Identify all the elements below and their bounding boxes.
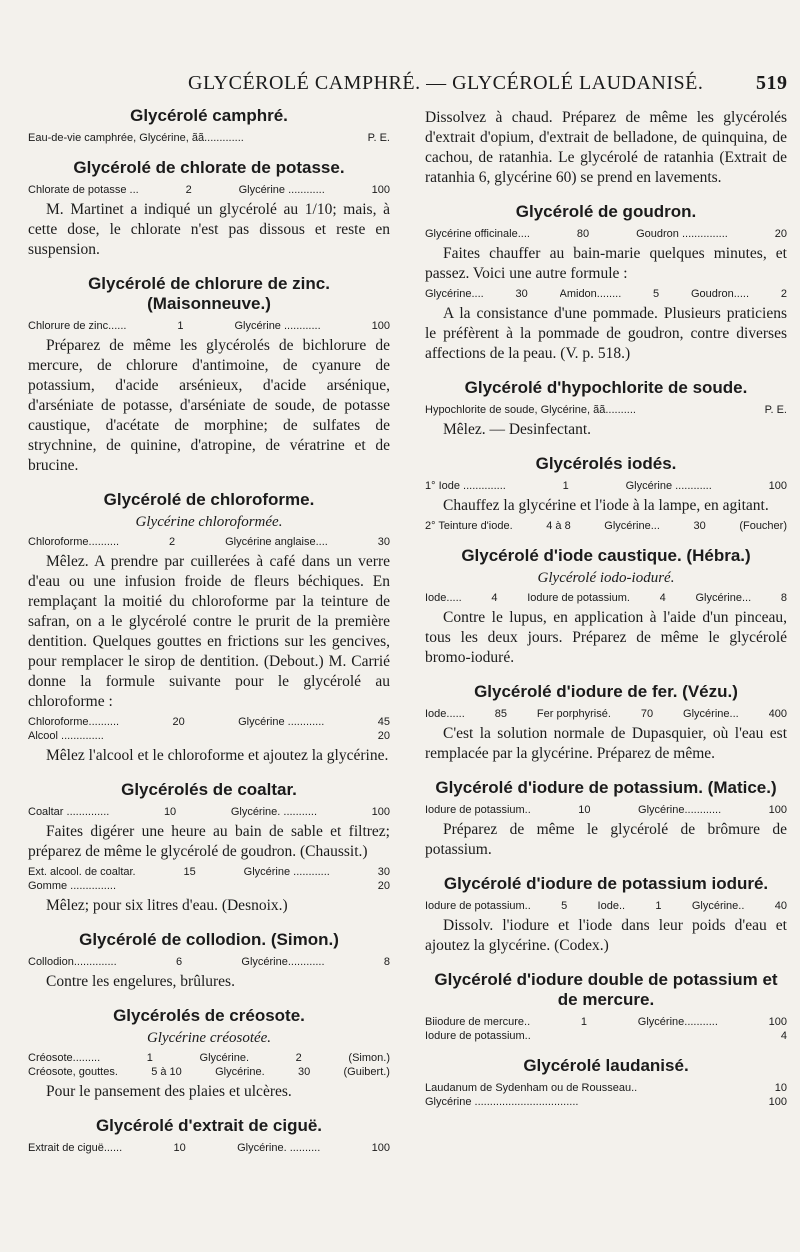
formula-cell: Glycérine............ bbox=[241, 956, 325, 968]
formula-line bbox=[425, 228, 787, 240]
formula-cell: 15 bbox=[183, 866, 196, 878]
section-heading: Glycérolé de chloroforme. bbox=[103, 490, 315, 509]
formula-cell: P. E. bbox=[367, 132, 390, 144]
formula-cell: Fer porphyrisé. bbox=[536, 708, 611, 720]
section-heading: Glycérolé camphré. bbox=[130, 106, 288, 125]
formula-cell: 30 bbox=[693, 520, 706, 532]
formula-cell: 100 bbox=[768, 1016, 787, 1028]
formula-cell: 8 bbox=[780, 592, 787, 604]
formula-cell: 10 bbox=[163, 806, 177, 818]
formula-cell: 5 bbox=[561, 900, 568, 912]
formula-cell: 1 bbox=[146, 1052, 153, 1064]
body-paragraph: Pour le pansement des plaies et ulcères. bbox=[46, 1083, 292, 1100]
formula-cell: Glycérine ............ bbox=[234, 320, 321, 332]
formula-cell: 10 bbox=[578, 804, 591, 816]
formula-cell: 4 bbox=[491, 592, 498, 604]
formula-line bbox=[28, 1052, 390, 1064]
formula-cell: Glycérine... bbox=[695, 592, 752, 604]
formula-line bbox=[425, 480, 787, 492]
section-subheading: Glycérolé iodo-ioduré. bbox=[537, 570, 675, 586]
body-paragraph: Dissolvez à chaud. Préparez de même les glycérolés d'extrait d'opium, d'extrait de belladone, de quinquina, de cachou, de ratanhia. Le glycérolé de ratanhia (Extrait de ratanhia 6, glycérine 60) se prend en lavements. bbox=[425, 109, 787, 186]
formula-line bbox=[28, 536, 390, 548]
formula-cell: Extrait de ciguë...... bbox=[28, 1142, 123, 1154]
formula-cell: 1 bbox=[580, 1016, 588, 1028]
section-heading: Glycérolé de goudron. bbox=[515, 202, 697, 221]
formula-cell: Glycérine. bbox=[199, 1052, 250, 1064]
formula-cell: Gomme ............... bbox=[28, 880, 117, 892]
formula-cell: Biiodure de mercure.. bbox=[425, 1016, 531, 1028]
formula-cell: 4 à 8 bbox=[546, 520, 571, 532]
section-heading: Glycérolé d'iodure de potassium. (Matice.) bbox=[435, 778, 777, 797]
formula-cell: Chlorate de potasse ... bbox=[28, 184, 139, 196]
formula-cell: 100 bbox=[371, 320, 390, 332]
formula-cell: Glycérine. ........... bbox=[230, 806, 318, 818]
body-paragraph: Contre le lupus, en application à l'aide d'un pinceau, tous les deux jours. Préparez de même le glycérolé bromo-ioduré. bbox=[425, 609, 787, 666]
section-heading: Glycérolé d'iodure double de potassium et de mercure. bbox=[434, 970, 778, 1009]
body-paragraph: Mêlez. — Desinfectant. bbox=[443, 421, 592, 438]
formula-cell: Glycérine ............ bbox=[238, 716, 325, 728]
section-heading: Glycérolé d'extrait de ciguë. bbox=[95, 1116, 323, 1135]
formula-cell: 20 bbox=[774, 228, 787, 240]
formula-cell: Iodure de potassium.. bbox=[425, 1030, 531, 1042]
formula-line bbox=[425, 288, 787, 300]
body-paragraph: Mêlez l'alcool et le chloroforme et ajoutez la glycérine. bbox=[46, 747, 389, 764]
formula-cell: 100 bbox=[768, 804, 787, 816]
body-paragraph: Préparez de même les glycérolés de bichlorure de mercure, de chlorure d'antimoine, de cyanure de potassium, d'acide arsénieux, d'acide arsénique, d'arséniate de potasse, d'arséniate de soude, de potasse caustique, d'acétate de morphine; de sulfates de strychnine, de quinine, d'atropine, de vératrine et de brucine. bbox=[28, 337, 390, 474]
section-heading: Glycérolé de chlorure de zinc. (Maisonneuve.) bbox=[88, 274, 330, 313]
right-column bbox=[425, 104, 787, 1110]
formula-line bbox=[28, 1142, 390, 1154]
formula-cell: 20 bbox=[377, 730, 390, 742]
formula-line bbox=[425, 804, 787, 816]
formula-cell: Glycérine ............ bbox=[243, 866, 330, 878]
section-subheading: Glycérine chloroformée. bbox=[135, 514, 283, 530]
formula-cell: 1° Iode .............. bbox=[425, 480, 506, 492]
formula-line bbox=[425, 592, 787, 604]
formula-cell: Créosote......... bbox=[28, 1052, 101, 1064]
section-heading: Glycérolé de collodion. (Simon.) bbox=[79, 930, 339, 949]
formula-cell: 2 bbox=[780, 288, 787, 300]
formula-cell: Chloroforme.......... bbox=[28, 716, 120, 728]
section-heading: Glycérolé de chlorate de potasse. bbox=[73, 158, 345, 177]
formula-line bbox=[28, 716, 390, 728]
formula-cell: 6 bbox=[175, 956, 183, 968]
formula-line bbox=[425, 1082, 787, 1094]
formula-cell: 8 bbox=[383, 956, 390, 968]
body-paragraph: Contre les engelures, brûlures. bbox=[46, 973, 235, 990]
body-paragraph: Préparez de même le glycérolé de brômure de potassium. bbox=[425, 821, 787, 858]
formula-cell: Glycérine... bbox=[604, 520, 660, 532]
formula-cell: 2 bbox=[295, 1052, 302, 1064]
page-number: 519 bbox=[756, 72, 788, 94]
section-heading: Glycérolés iodés. bbox=[535, 454, 677, 473]
formula-cell: 100 bbox=[371, 184, 390, 196]
formula-cell: Glycérine .................................. bbox=[425, 1096, 579, 1108]
formula-cell: (Guibert.) bbox=[343, 1066, 390, 1078]
formula-line bbox=[28, 730, 390, 742]
formula-cell: Iodure de potassium.. bbox=[425, 900, 531, 912]
formula-cell: 2 bbox=[169, 536, 176, 548]
formula-cell: 80 bbox=[576, 228, 590, 240]
formula-cell: Glycérine ............ bbox=[625, 480, 712, 492]
formula-cell: Iodure de potassium.. bbox=[425, 804, 531, 816]
formula-cell: Glycérine.. bbox=[691, 900, 745, 912]
formula-cell: 4 bbox=[659, 592, 666, 604]
formula-cell: 10 bbox=[173, 1142, 186, 1154]
formula-cell: Glycérine ............ bbox=[238, 184, 325, 196]
formula-cell: 1 bbox=[177, 320, 184, 332]
formula-cell: 10 bbox=[774, 1082, 787, 1094]
body-paragraph: A la consistance d'une pommade. Plusieurs praticiens le préfèrent à la pommade de goudron, contre diverses affections de la peau. (V. p. 518.) bbox=[425, 305, 787, 362]
formula-cell: Glycérine.... bbox=[425, 288, 484, 300]
formula-cell: Amidon........ bbox=[559, 288, 622, 300]
formula-cell: (Foucher) bbox=[739, 520, 787, 532]
formula-cell: Iodure de potassium. bbox=[527, 592, 630, 604]
formula-line bbox=[28, 132, 390, 144]
formula-line bbox=[28, 806, 390, 818]
formula-cell: Glycérine............ bbox=[638, 804, 722, 816]
formula-cell: 100 bbox=[768, 480, 787, 492]
running-header bbox=[0, 64, 800, 98]
formula-cell: Glycérine anglaise.... bbox=[225, 536, 328, 548]
formula-line bbox=[425, 708, 787, 720]
formula-cell: 30 bbox=[377, 536, 390, 548]
body-paragraph: M. Martinet a indiqué un glycérolé au 1/10; mais, à cette dose, le chlorate n'est pas dissous et reste en suspension. bbox=[28, 201, 390, 258]
formula-cell: 30 bbox=[515, 288, 528, 300]
formula-cell: Glycérine. bbox=[215, 1066, 265, 1078]
section-heading: Glycérolé d'iode caustique. (Hébra.) bbox=[461, 546, 751, 565]
formula-line bbox=[28, 1066, 390, 1078]
formula-cell: 85 bbox=[494, 708, 507, 720]
formula-cell: 100 bbox=[371, 1142, 390, 1154]
formula-cell: Glycérine... bbox=[683, 708, 739, 720]
formula-cell: Créosote, gouttes. bbox=[28, 1066, 118, 1078]
running-title: GLYCÉROLÉ CAMPHRÉ. — GLYCÉROLÉ LAUDANISÉ. bbox=[188, 72, 704, 94]
formula-line bbox=[28, 184, 390, 196]
formula-cell: 30 bbox=[297, 1066, 311, 1078]
formula-cell: 1 bbox=[655, 900, 662, 912]
section-subheading: Glycérine créosotée. bbox=[146, 1030, 272, 1046]
body-paragraph: Faites chauffer au bain-marie quelques minutes, et passez. Voici une autre formule : bbox=[425, 245, 787, 282]
section-heading: Glycérolé d'iodure de potassium ioduré. bbox=[443, 874, 769, 893]
body-paragraph: Chauffez la glycérine et l'iode à la lampe, en agitant. bbox=[443, 497, 769, 514]
left-column bbox=[28, 104, 390, 1156]
body-paragraph: C'est la solution normale de Dupasquier, où l'eau est remplacée par la glycérine. Préparez de même. bbox=[425, 725, 787, 762]
formula-cell: 5 bbox=[653, 288, 660, 300]
formula-cell: Hypochlorite de soude, Glycérine, ãã.......... bbox=[425, 404, 636, 416]
formula-cell: Alcool .............. bbox=[28, 730, 104, 742]
formula-cell: 100 bbox=[768, 1096, 787, 1108]
formula-cell: 20 bbox=[172, 716, 185, 728]
formula-line bbox=[28, 880, 390, 892]
formula-cell: Chlorure de zinc...... bbox=[28, 320, 127, 332]
formula-cell: Iode.. bbox=[597, 900, 626, 912]
formula-line bbox=[425, 900, 787, 912]
formula-cell: Laudanum de Sydenham ou de Rousseau.. bbox=[425, 1082, 638, 1094]
formula-line bbox=[28, 866, 390, 878]
body-paragraph: Dissolv. l'iodure et l'iode dans leur poids d'eau et ajoutez la glycérine. (Codex.) bbox=[425, 917, 787, 954]
formula-cell: 5 à 10 bbox=[151, 1066, 182, 1078]
formula-cell: 4 bbox=[780, 1030, 787, 1042]
formula-cell: Coaltar .............. bbox=[28, 806, 110, 818]
formula-cell: Glycérine. .......... bbox=[237, 1142, 321, 1154]
formula-line bbox=[28, 956, 390, 968]
body-paragraph: Mêlez. A prendre par cuillerées à café dans un verre d'eau ou une infusion froide de fleurs béchiques. En remplaçant la moitié du chloroforme par la teinture de safran, on a le glycérolé contre le prurit de la première dentition. Quelques gouttes en frictions sur les gencives, pour remplacer le sirop de dentition. (Debout.) M. Carrié donne la formule suivante pour le glycérolé au chloroforme : bbox=[28, 553, 390, 710]
body-paragraph: Faites digérer une heure au bain de sable et filtrez; préparez de même le glycérolé de goudron. (Chaussit.) bbox=[28, 823, 390, 860]
formula-cell: Goudron..... bbox=[690, 288, 750, 300]
formula-cell: Iode..... bbox=[425, 592, 462, 604]
formula-line bbox=[425, 1096, 787, 1108]
formula-cell: P. E. bbox=[764, 404, 787, 416]
formula-cell: Collodion.............. bbox=[28, 956, 117, 968]
formula-cell: 2° Teinture d'iode. bbox=[425, 520, 513, 532]
formula-line bbox=[425, 520, 787, 532]
formula-cell: Goudron ............... bbox=[636, 228, 728, 240]
formula-cell: 20 bbox=[377, 880, 390, 892]
formula-cell: 30 bbox=[377, 866, 390, 878]
section-heading: Glycérolé laudanisé. bbox=[523, 1056, 689, 1075]
formula-cell: Glycérine........... bbox=[637, 1016, 718, 1028]
formula-cell: 45 bbox=[377, 716, 390, 728]
section-heading: Glycérolés de coaltar. bbox=[121, 780, 297, 799]
formula-cell: (Simon.) bbox=[348, 1052, 390, 1064]
formula-cell: 400 bbox=[768, 708, 787, 720]
formula-line bbox=[28, 320, 390, 332]
formula-cell: 100 bbox=[371, 806, 390, 818]
body-paragraph: Mêlez; pour six litres d'eau. (Desnoix.) bbox=[46, 897, 288, 914]
formula-cell: Eau-de-vie camphrée, Glycérine, ãã............. bbox=[28, 132, 244, 144]
formula-cell: Chloroforme.......... bbox=[28, 536, 120, 548]
formula-line bbox=[425, 1016, 787, 1028]
formula-cell: Glycérine officinale.... bbox=[425, 228, 530, 240]
formula-cell: 40 bbox=[774, 900, 787, 912]
section-heading: Glycérolé d'hypochlorite de soude. bbox=[464, 378, 748, 397]
formula-line bbox=[425, 404, 787, 416]
formula-cell: 1 bbox=[562, 480, 569, 492]
section-heading: Glycérolé d'iodure de fer. (Vézu.) bbox=[474, 682, 738, 701]
formula-cell: Iode...... bbox=[425, 708, 465, 720]
section-heading: Glycérolés de créosote. bbox=[113, 1006, 305, 1025]
formula-line bbox=[425, 1030, 787, 1042]
formula-cell: 70 bbox=[640, 708, 654, 720]
formula-cell: 2 bbox=[185, 184, 192, 196]
formula-cell: Ext. alcool. de coaltar. bbox=[28, 866, 136, 878]
